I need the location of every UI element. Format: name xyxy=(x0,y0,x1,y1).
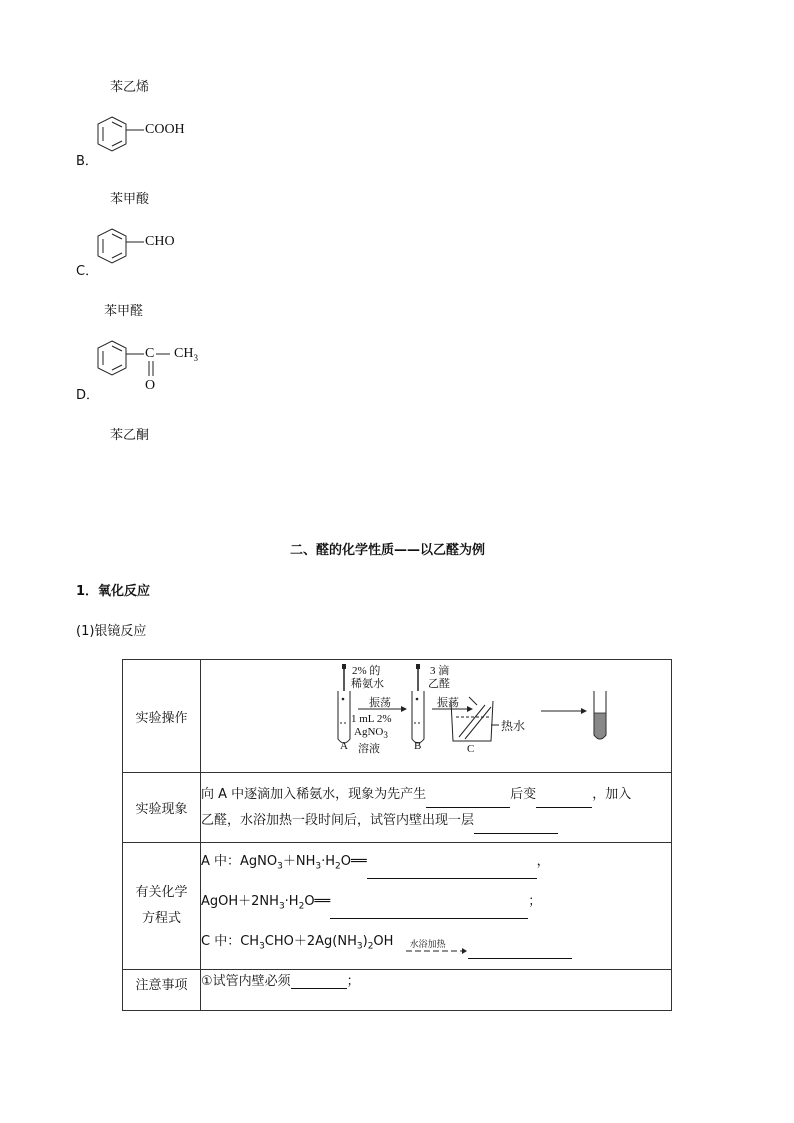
blank-layer[interactable] xyxy=(474,819,558,834)
label-hot-water: 热水 xyxy=(501,719,526,733)
option-a-name: 苯乙烯 xyxy=(110,80,150,95)
group-ch3 xyxy=(174,346,198,363)
acetophenone-structure xyxy=(98,336,228,400)
obs-text-4: 乙醛，水浴加热一段时间后，试管内壁出现一层 xyxy=(201,812,475,828)
observation-cell xyxy=(201,773,672,843)
group-c: C xyxy=(145,346,155,361)
obs-text-2: 后变 xyxy=(510,786,537,802)
label-acetaldehyde-2: 乙醛 xyxy=(428,678,450,690)
label-agno3-3: 溶液 xyxy=(358,743,380,755)
label-agno3-1: 1 mL 2% xyxy=(351,713,392,725)
label-tube-a: A xyxy=(340,740,348,752)
dropper-a-bulb xyxy=(342,664,346,669)
option-b-name: 苯甲酸 xyxy=(110,192,150,207)
dropper-b-bulb xyxy=(416,664,420,669)
note-end: ； xyxy=(346,974,360,989)
row-head-operation: 实验操作 xyxy=(123,660,201,773)
eq1-sub3: 2 xyxy=(335,861,341,872)
eq3-c: ) xyxy=(362,934,368,949)
eq3-a: C 中：CH xyxy=(201,934,260,949)
benzene-ring-b xyxy=(98,112,208,164)
agno-text: AgNO xyxy=(354,726,384,738)
eq2-b: ·H xyxy=(284,894,299,909)
benzene-ring-c xyxy=(98,224,208,276)
row-head-observation: 实验现象 xyxy=(123,773,201,843)
label-shake-2: 振荡 xyxy=(437,697,459,709)
option-d-letter: D． xyxy=(76,388,100,403)
reaction-condition: 水浴加热 xyxy=(409,939,446,950)
equations-head-1: 有关化学 xyxy=(135,885,188,900)
blank-precipitate[interactable] xyxy=(426,793,510,808)
option-d-name: 苯乙酮 xyxy=(110,428,150,443)
group-o: O xyxy=(145,378,156,393)
eq1-a: A 中：AgNO xyxy=(201,854,278,869)
equation-1 xyxy=(201,850,671,890)
row-head-notes: 注意事项 xyxy=(123,970,201,1011)
option-c-letter: C． xyxy=(76,264,99,279)
blank-eq1[interactable] xyxy=(367,864,537,879)
benzene-ring-d xyxy=(98,336,228,400)
ch-text: CH xyxy=(174,346,194,361)
eq1-c: ·H xyxy=(321,854,336,869)
row-equations xyxy=(123,843,672,970)
eq3-sub3: 2 xyxy=(367,941,374,952)
equation-2 xyxy=(201,890,671,930)
equations-head-2: 方程式 xyxy=(141,911,181,926)
benzaldehyde-structure xyxy=(98,224,208,276)
equation-3 xyxy=(201,930,671,964)
equations-cell xyxy=(201,843,672,970)
row-head-equations xyxy=(123,843,201,970)
eq2-sub2: 2 xyxy=(298,901,305,912)
eq1-sub2: 3 xyxy=(315,861,322,872)
eq3-d: OH xyxy=(373,934,394,949)
option-b-letter: B． xyxy=(76,154,98,169)
obs-text-3: ，加入 xyxy=(592,786,632,802)
label-shake-1: 振荡 xyxy=(369,697,391,709)
eq2-c: O══ xyxy=(304,894,331,909)
note-text: ①试管内壁必须 xyxy=(201,974,291,989)
ch3-subscript: 3 xyxy=(193,352,198,363)
blank-change[interactable] xyxy=(536,793,592,808)
eq2-sub1: 3 xyxy=(278,901,285,912)
option-c-name: 苯甲醛 xyxy=(104,304,144,319)
row-notes xyxy=(123,970,672,1011)
group-cho: CHO xyxy=(145,234,175,249)
eq1-b: ＋NH xyxy=(282,854,316,869)
eq1-sub1: 3 xyxy=(277,861,283,872)
reaction-arrow xyxy=(404,939,468,959)
eq3-b: CHO＋2Ag(NH xyxy=(264,934,357,949)
blank-eq2[interactable] xyxy=(330,904,528,919)
blank-note[interactable] xyxy=(291,974,347,989)
arrow-icon xyxy=(404,939,468,959)
notes-cell xyxy=(201,970,672,1011)
operation-diagram-cell xyxy=(201,660,672,773)
eq3-sub1: 3 xyxy=(259,941,265,952)
group-cooh: COOH xyxy=(145,122,185,137)
obs-text-1: 向 A 中逐滴加入稀氨水，现象为先产生 xyxy=(201,786,427,802)
subheading-silver-mirror: (1)银镜反应 xyxy=(76,624,147,639)
eq1-d: O══ xyxy=(340,854,367,869)
benzoic-acid-structure xyxy=(98,112,208,164)
eq2-end: ； xyxy=(528,894,542,909)
eq3-sub2: 3 xyxy=(356,941,363,952)
label-acetaldehyde-1: 3 滴 xyxy=(430,665,450,677)
section-title: 二、醛的化学性质——以乙醛为例 xyxy=(290,543,486,558)
row-operation xyxy=(123,660,672,773)
label-ammonia-1: 2% 的 xyxy=(352,665,381,677)
label-tube-b: B xyxy=(414,740,422,752)
eq2-a: AgOH＋2NH xyxy=(201,894,279,909)
agno3-subscript: 3 xyxy=(383,730,388,741)
subheading-oxidation: 1．氧化反应 xyxy=(76,584,151,599)
label-ammonia-2: 稀氨水 xyxy=(351,678,384,690)
blank-eq3[interactable] xyxy=(468,944,572,959)
eq1-end: ， xyxy=(536,854,550,869)
row-observation xyxy=(123,773,672,843)
label-agno3-2 xyxy=(354,726,388,740)
operation-diagram xyxy=(201,661,671,771)
label-beaker-c: C xyxy=(467,743,475,755)
experiment-table xyxy=(122,659,672,1011)
